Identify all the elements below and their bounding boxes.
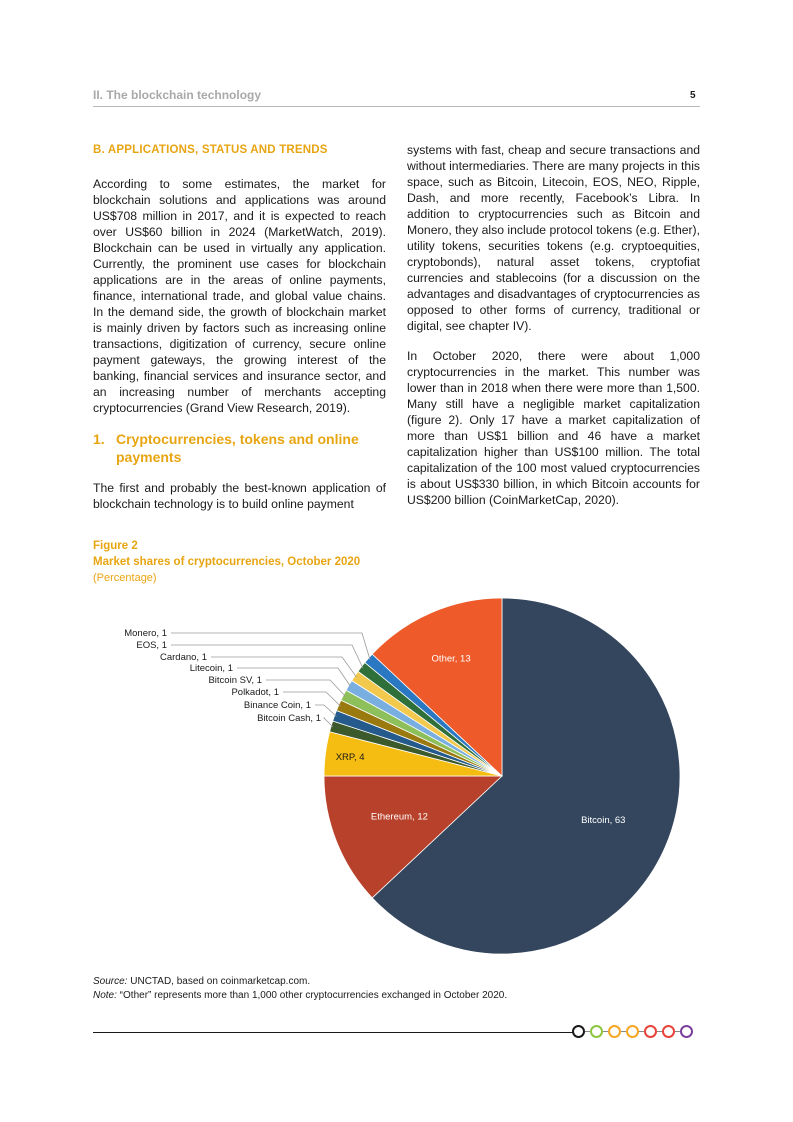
slice-label-bitcoin-sv: Bitcoin SV, 1 xyxy=(208,675,262,686)
footer-dot xyxy=(608,1025,621,1038)
slice-label-polkadot: Polkadot, 1 xyxy=(231,687,279,698)
footer-dot-chain xyxy=(572,1025,693,1038)
slice-label-binance-coin: Binance Coin, 1 xyxy=(243,700,311,711)
slice-label-bitcoin-cash: Bitcoin Cash, 1 xyxy=(257,713,321,724)
figure-title: Market shares of cryptocurrencies, October 2020 xyxy=(93,556,361,568)
figure-label: Figure 2 xyxy=(93,540,138,552)
source-line xyxy=(93,975,507,989)
running-header: II. The blockchain technology xyxy=(93,88,262,102)
source-prefix: Source: xyxy=(93,976,128,987)
footer-dot xyxy=(590,1025,603,1038)
section-heading: B. APPLICATIONS, STATUS AND TRENDS xyxy=(93,144,328,156)
slice-label-ethereum: Ethereum, 12 xyxy=(370,811,428,823)
figure-source xyxy=(93,975,507,1003)
right-paragraph-1: systems with fast, cheap and secure transactions and without intermediaries. There are many projects in this space, such as Bitcoin, Litecoin, EOS, NEO, Ripple, Dash, and more recently, Facebook’s Libra. In addition to cryptocurrencies such as Bitcoin and Monero, they also include protocol tokens (e.g. Ether), utility tokens, securities tokens (e.g. cryptoequities, cryptobonds), natural asset tokens, cryptofiat currencies and stablecoins (for a discussion on the advantages and disadvantages of cryptocurrencies as opposed to other forms of currency, traditional or digital, see chapter IV). xyxy=(407,143,700,333)
slice-label-litecoin: Litecoin, 1 xyxy=(189,663,233,674)
note-text: “Other” represents more than 1,000 other cryptocurrencies exchanged in October 2020. xyxy=(116,990,508,1001)
slice-label-monero: Monero, 1 xyxy=(124,628,167,639)
slice-label-cardano: Cardano, 1 xyxy=(159,652,207,663)
footer-dot xyxy=(662,1025,675,1038)
slice-label-other: Other, 13 xyxy=(431,653,471,665)
note-prefix: Note: xyxy=(93,990,117,1001)
footer-divider xyxy=(93,1032,573,1033)
slice-label-eos: EOS, 1 xyxy=(136,640,167,651)
footer-dot xyxy=(644,1025,657,1038)
footer-dot xyxy=(572,1025,585,1038)
left-paragraph-2: The first and probably the best-known application of blockchain technology is to build online payment xyxy=(93,481,386,511)
leader-line-bitcoin-cash xyxy=(324,718,333,727)
footer-dot xyxy=(626,1025,639,1038)
note-line xyxy=(93,989,507,1003)
footer-dot xyxy=(680,1025,693,1038)
source-text: UNCTAD, based on coinmarketcap.com. xyxy=(127,976,311,987)
slice-label-bitcoin: Bitcoin, 63 xyxy=(581,814,626,826)
subsection-number: 1. xyxy=(93,431,105,447)
page-number: 5 xyxy=(690,90,696,101)
figure-subtitle: (Percentage) xyxy=(93,572,157,584)
subsection-title: Cryptocurrencies, tokens and online payments xyxy=(116,431,359,465)
right-paragraph-2: In October 2020, there were about 1,000 cryptocurrencies in the market. This number was lower than in 2018 when there were more than 1,500. Many still have a negligible market capitalization (figure 2). Only 17 have a market capitalization of more than US$1 billion and 46 have a market capitalization higher than US$100 million. The total capitalization of the 100 most valued cryptocurrencies is about US$330 billion, in which Bitcoin accounts for US$200 billion (CoinMarketCap, 2020). xyxy=(407,349,700,507)
left-paragraph-1: According to some estimates, the market for blockchain solutions and applications was around US$708 million in 2017, and it is expected to reach over US$60 billion in 2024 (MarketWatch, 2019). Blockchain can be used in virtually any application. Currently, the prominent use cases for blockchain applications are in the areas of online payments, finance, international trade, and global value chains. In the demand side, the growth of blockchain market is mainly driven by factors such as increasing online transactions, digitization of currency, secure online payment gateways, the growing interest of the banking, financial services and insurance sector, and an increasing number of merchants accepting cryptocurrencies (Grand View Research, 2019). xyxy=(93,177,386,415)
slice-label-xrp: XRP, 4 xyxy=(335,751,365,763)
